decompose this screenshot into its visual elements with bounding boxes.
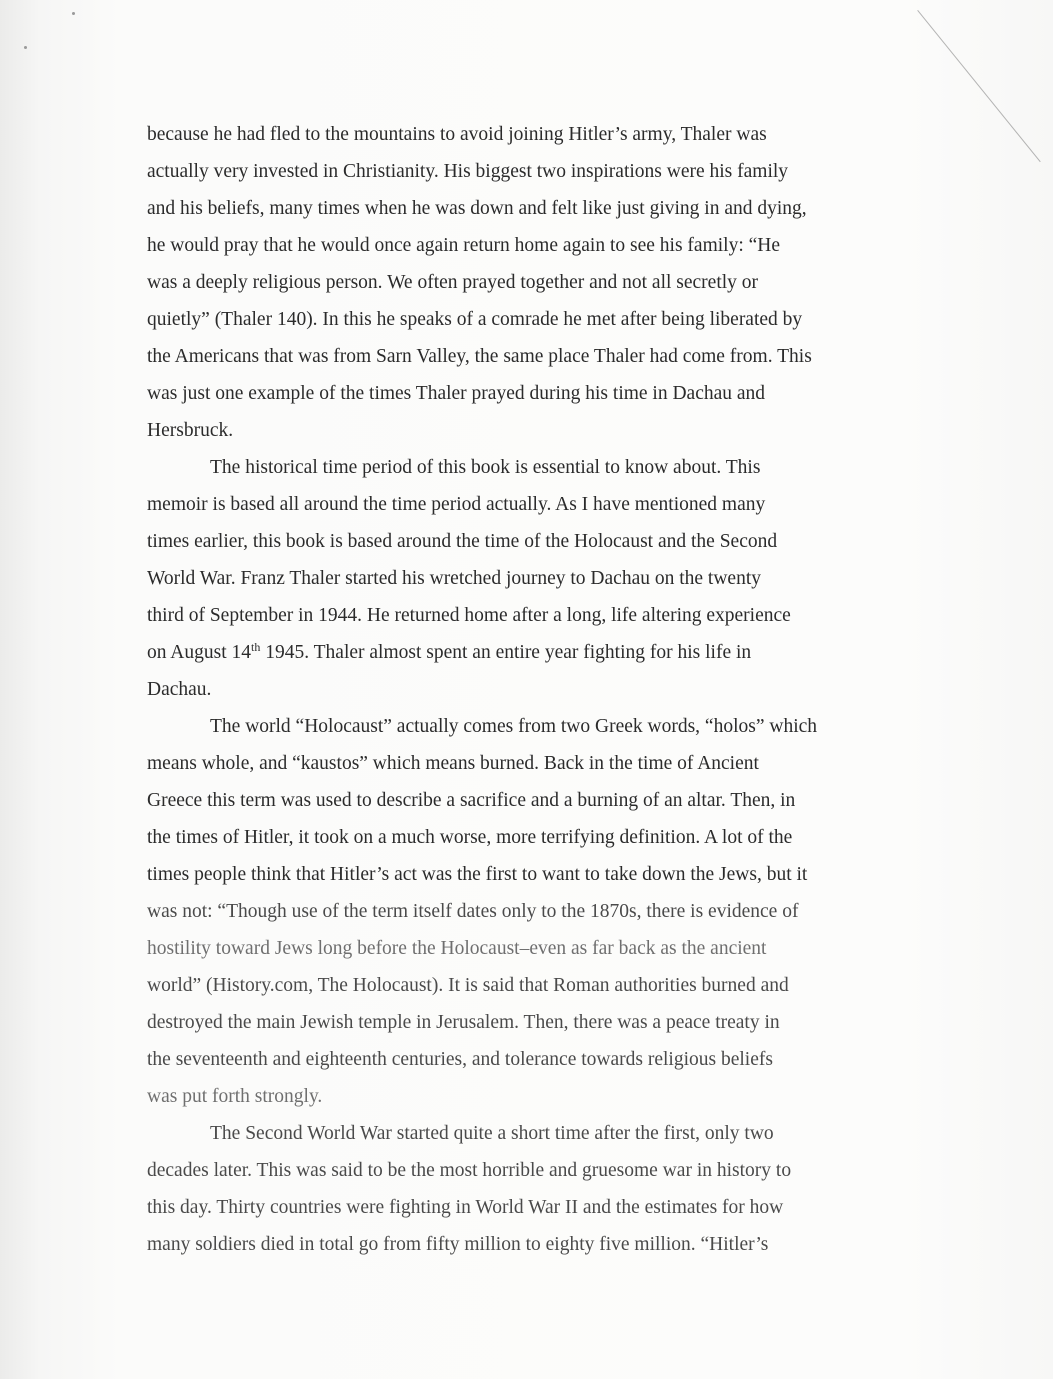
text-line: Hersbruck. (147, 420, 234, 441)
text-line: the Americans that was from Sarn Valley, the same place Thaler had come from. This (147, 346, 812, 367)
text-line: memoir is based all around the time period actually. As I have mentioned many (147, 494, 766, 515)
text-line: The historical time period of this book is essential to know about. This (210, 457, 761, 478)
text-line: the seventeenth and eighteenth centuries, and tolerance towards religious beliefs (147, 1049, 773, 1070)
text-line: destroyed the main Jewish temple in Jerusalem. Then, there was a peace treaty in (147, 1012, 780, 1033)
text-line: many soldiers died in total go from fifty million to eighty five million. “Hitler’s (147, 1234, 769, 1255)
text-line: Dachau. (147, 679, 212, 700)
text-line: this day. Thirty countries were fighting in World War II and the estimates for how (147, 1197, 784, 1218)
text-line: was a deeply religious person. We often prayed together and not all secretly or (147, 272, 759, 293)
text-line: decades later. This was said to be the most horrible and gruesome war in history to (147, 1160, 792, 1181)
text-line: Greece this term was used to describe a sacrifice and a burning of an altar. Then, in (147, 790, 796, 811)
text-line-part: 1945. Thaler almost spent an entire year fighting for his life in (260, 642, 752, 663)
text-line: was just one example of the times Thaler prayed during his time in Dachau and (147, 383, 766, 404)
scan-speck (72, 12, 75, 15)
scan-mark-top-right (917, 10, 1040, 162)
ordinal-superscript: th (251, 640, 261, 654)
text-line: hostility toward Jews long before the Holocaust–even as far back as the ancient (147, 938, 767, 959)
text-line: actually very invested in Christianity. His biggest two inspirations were his family (147, 161, 789, 182)
document-body (147, 116, 917, 1263)
text-line: The Second World War started quite a short time after the first, only two (210, 1123, 774, 1144)
text-line: The world “Holocaust” actually comes from two Greek words, “holos” which (210, 716, 818, 737)
text-line: world” (History.com, The Holocaust). It is said that Roman authorities burned and (147, 975, 789, 996)
text-line-with-superscript (147, 634, 917, 671)
text-line: means whole, and “kaustos” which means burned. Back in the time of Ancient (147, 753, 759, 774)
text-line: the times of Hitler, it took on a much worse, more terrifying definition. A lot of the (147, 827, 793, 848)
text-line: was not: “Though use of the term itself dates only to the 1870s, there is evidence of (147, 901, 799, 922)
text-line: because he had fled to the mountains to avoid joining Hitler’s army, Thaler was (147, 124, 767, 145)
text-line: quietly” (Thaler 140). In this he speaks of a comrade he met after being liberated by (147, 309, 803, 330)
text-line: was put forth strongly. (147, 1086, 323, 1107)
text-line: times people think that Hitler’s act was the first to want to take down the Jews, but it (147, 864, 808, 885)
text-line: third of September in 1944. He returned home after a long, life altering experience (147, 605, 791, 626)
text-line: and his beliefs, many times when he was down and felt like just giving in and dying, (147, 198, 807, 219)
text-line: he would pray that he would once again return home again to see his family: “He (147, 235, 781, 256)
text-line: World War. Franz Thaler started his wretched journey to Dachau on the twenty (147, 568, 761, 589)
scan-speck (24, 46, 27, 49)
text-line-part: on August 14 (147, 642, 252, 663)
text-line: times earlier, this book is based around the time of the Holocaust and the Second (147, 531, 778, 552)
